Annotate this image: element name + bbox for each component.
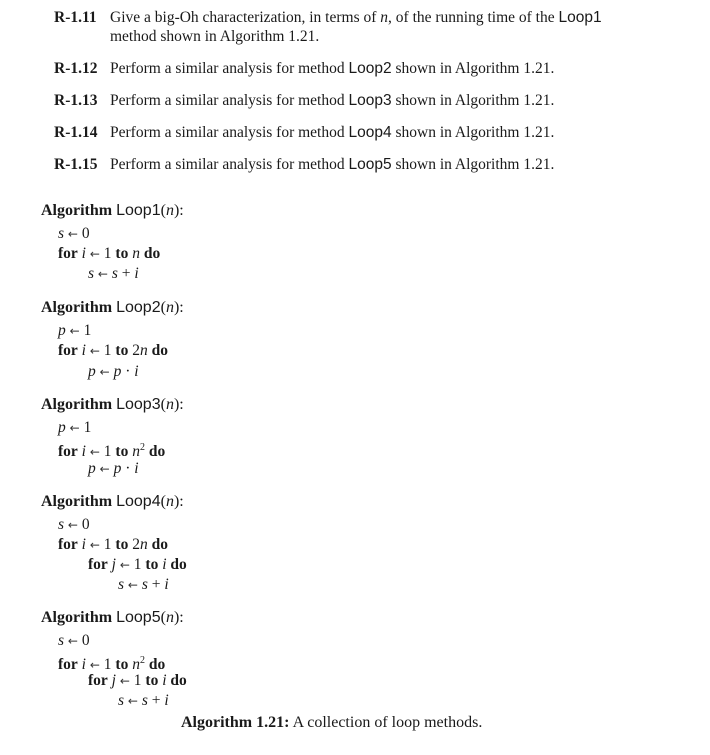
algorithm-keyword: Algorithm	[41, 493, 113, 510]
exercise-text: shown in Algorithm 1.21.	[395, 92, 555, 109]
algorithm-param: n	[165, 299, 174, 316]
method-name: Loop4	[348, 124, 392, 141]
code-line: s ← s + i	[118, 576, 169, 593]
math-var: n	[380, 9, 389, 26]
exercise-text: shown in Algorithm 1.21.	[395, 124, 555, 141]
code-line: for i ← 1 to n do	[58, 245, 161, 262]
code-line: for j ← 1 to i do	[88, 556, 187, 573]
figure-caption	[181, 713, 482, 733]
exercise-text: Give a big-Oh characterization, in terms of	[110, 9, 377, 26]
algorithm-param: n	[165, 493, 174, 510]
algorithm-keyword: Algorithm	[41, 202, 113, 219]
method-name: Loop3	[348, 92, 392, 109]
exercise-text: Perform a similar analysis for method	[110, 156, 345, 173]
code-line: for i ← 1 to $n^2$ do	[58, 442, 166, 461]
exercise-r-1-12	[54, 59, 554, 78]
exercise-number: R-1.12	[54, 60, 98, 77]
exercise-r-1-15	[54, 155, 554, 174]
algorithm-name: Loop4	[116, 493, 161, 510]
code-line: p ← p · i	[88, 363, 139, 380]
code-line: s ← 0	[58, 225, 90, 242]
code-line: p ← 1	[58, 322, 92, 339]
algorithm-loop3-header: Algorithm Loop3(n):	[41, 396, 184, 413]
exercise-text: Perform a similar analysis for method	[110, 92, 345, 109]
code-line: s ← s + i	[118, 692, 169, 709]
algorithm-loop1-header: Algorithm Loop1(n):	[41, 202, 184, 219]
exercise-text: Perform a similar analysis for method	[110, 124, 345, 141]
algorithm-param: n	[165, 396, 174, 413]
exercise-text: shown in Algorithm 1.21.	[395, 156, 555, 173]
code-line: for i ← 1 to 2n do	[58, 536, 168, 553]
algorithm-loop5-header: Algorithm Loop5(n):	[41, 609, 184, 626]
algorithm-keyword: Algorithm	[41, 299, 113, 316]
algorithm-name: Loop3	[116, 396, 161, 413]
algorithm-loop2-header: Algorithm Loop2(n):	[41, 299, 184, 316]
exercise-text: Perform a similar analysis for method	[110, 60, 345, 77]
caption-label: Algorithm 1.21:	[181, 714, 290, 731]
exercise-number: R-1.14	[54, 124, 98, 141]
algorithm-name: Loop5	[116, 609, 161, 626]
code-line: p ← p · i	[88, 460, 139, 477]
code-line: for i ← 1 to 2n do	[58, 342, 168, 359]
exercise-number: R-1.13	[54, 92, 98, 109]
exercise-text: shown in Algorithm 1.21.	[395, 60, 555, 77]
exercise-r-1-14	[54, 123, 554, 142]
method-name: Loop5	[348, 156, 392, 173]
exercise-text: , of the running time of the	[388, 9, 555, 26]
exercise-number: R-1.15	[54, 156, 98, 173]
caption-text: A collection of loop methods.	[292, 714, 483, 731]
exercise-r-1-11	[54, 8, 602, 46]
code-line: s ← 0	[58, 516, 90, 533]
code-line: s ← 0	[58, 632, 90, 649]
code-line: for j ← 1 to i do	[88, 672, 187, 689]
algorithm-keyword: Algorithm	[41, 609, 113, 626]
algorithm-param: n	[165, 609, 174, 626]
method-name: Loop1	[558, 9, 602, 26]
algorithm-name: Loop2	[116, 299, 161, 316]
algorithm-name: Loop1	[116, 202, 161, 219]
method-name: Loop2	[348, 60, 392, 77]
exercise-r-1-13	[54, 91, 554, 110]
code-line: for i ← 1 to $n^2$ do	[58, 655, 166, 674]
algorithm-loop4-header: Algorithm Loop4(n):	[41, 493, 184, 510]
algorithm-param: n	[165, 202, 174, 219]
code-line: s ← s + i	[88, 265, 139, 282]
exercise-text-continued: method shown in Algorithm 1.21.	[110, 28, 320, 45]
exercise-number: R-1.11	[54, 9, 97, 26]
code-line: p ← 1	[58, 419, 92, 436]
algorithm-keyword: Algorithm	[41, 396, 113, 413]
